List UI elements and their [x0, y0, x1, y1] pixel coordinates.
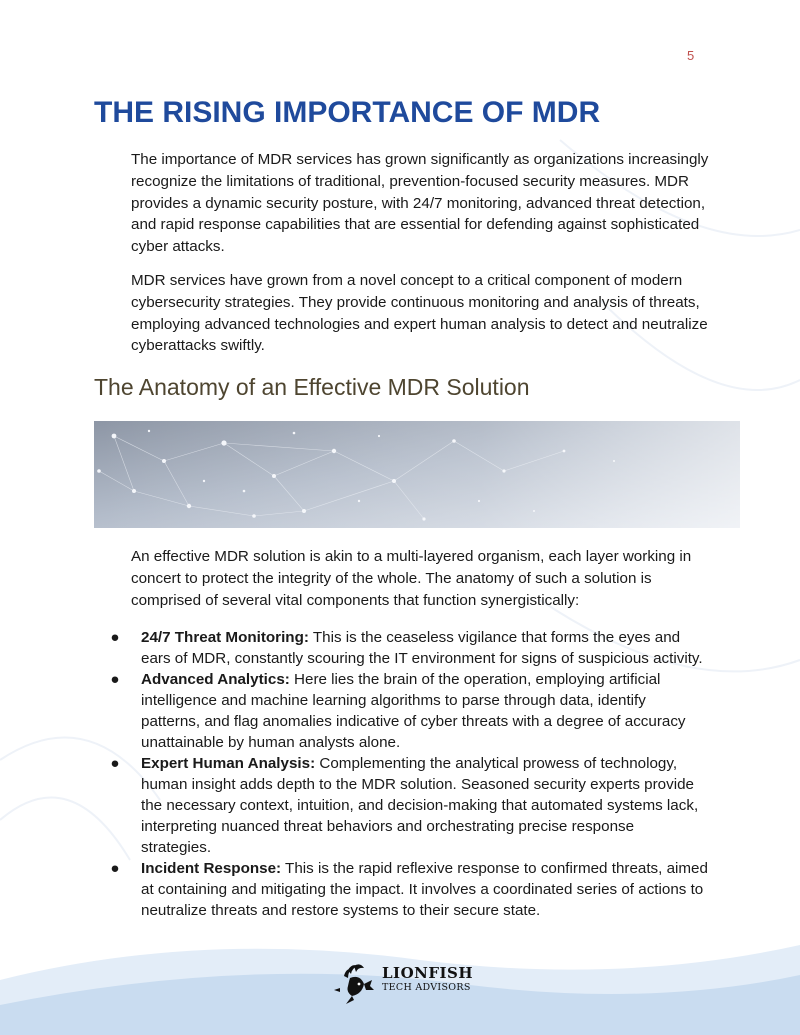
intro-paragraph-1: The importance of MDR services has grown significantly as organizations increasingly recognize the limitations of traditional, prevention-focused security measures. MDR provides a dynamic security posture, with 24/7 monitoring, advanced threat detection, and rapid response capabilities that are essential for defending against sophisticated cyber attacks.: [131, 151, 709, 256]
list-item-term: Advanced Analytics:: [141, 671, 290, 688]
list-item-text: This is the ceaseless vigilance that forms the eyes and ears of MDR, constantly scouring the IT environment for signs of suspicious activity.: [141, 629, 703, 667]
list-item-term: 24/7 Threat Monitoring:: [141, 629, 309, 646]
company-logo: [330, 960, 480, 1006]
list-item-term: Incident Response:: [141, 860, 282, 877]
bullet-icon: ●: [110, 671, 120, 688]
list-item-term: Expert Human Analysis:: [141, 755, 316, 772]
lionfish-icon: [330, 960, 376, 1006]
bullet-icon: ●: [110, 629, 120, 646]
network-banner-image: [94, 421, 740, 528]
list-item: [108, 627, 708, 669]
list-item: [108, 858, 708, 921]
list-item-text: This is the rapid reflexive response to confirmed threats, aimed at containing and mitigating the impact. It involves a coordinated series of actions to neutralize threats and restore systems to their secure state.: [141, 860, 708, 919]
anatomy-intro-paragraph: An effective MDR solution is akin to a multi-layered organism, each layer working in concert to protect the integrity of the whole. The anatomy of such a solution is comprised of several vital components that function synergistically:: [131, 548, 692, 609]
logo-name: LIONFISH: [382, 964, 474, 982]
bullet-icon: ●: [110, 860, 120, 877]
component-list: [108, 627, 708, 921]
intro-paragraph-2: MDR services have grown from a novel concept to a critical component of modern cybersecurity strategies. They provide continuous monitoring and analysis of threats, employing advanced technologies and expert human analysis to detect and neutralize cyberattacks swiftly.: [131, 272, 708, 355]
list-item-text: Here lies the brain of the operation, employing artificial intelligence and machine learning algorithms to parse through data, identify patterns, and flag anomalies indicative of cyber threats with a degree of accuracy unattainable by human analysts alone.: [141, 671, 686, 751]
page-number: 5: [687, 48, 695, 63]
section-subheading: The Anatomy of an Effective MDR Solution: [94, 374, 530, 400]
logo-tagline: TECH ADVISORS: [382, 982, 471, 993]
list-item: [108, 753, 708, 858]
network-nodes-image: [94, 421, 740, 528]
list-item: [108, 669, 708, 753]
page-title: THE RISING IMPORTANCE OF MDR: [94, 96, 601, 129]
bullet-icon: ●: [110, 755, 120, 772]
list-item-text: Complementing the analytical prowess of technology, human insight adds depth to the MDR solution. Seasoned security experts provide the necessary context, intuition, and decision-making that automated systems lack, interpreting nuanced threat behaviors and orchestrating precise response strategies.: [141, 755, 699, 856]
